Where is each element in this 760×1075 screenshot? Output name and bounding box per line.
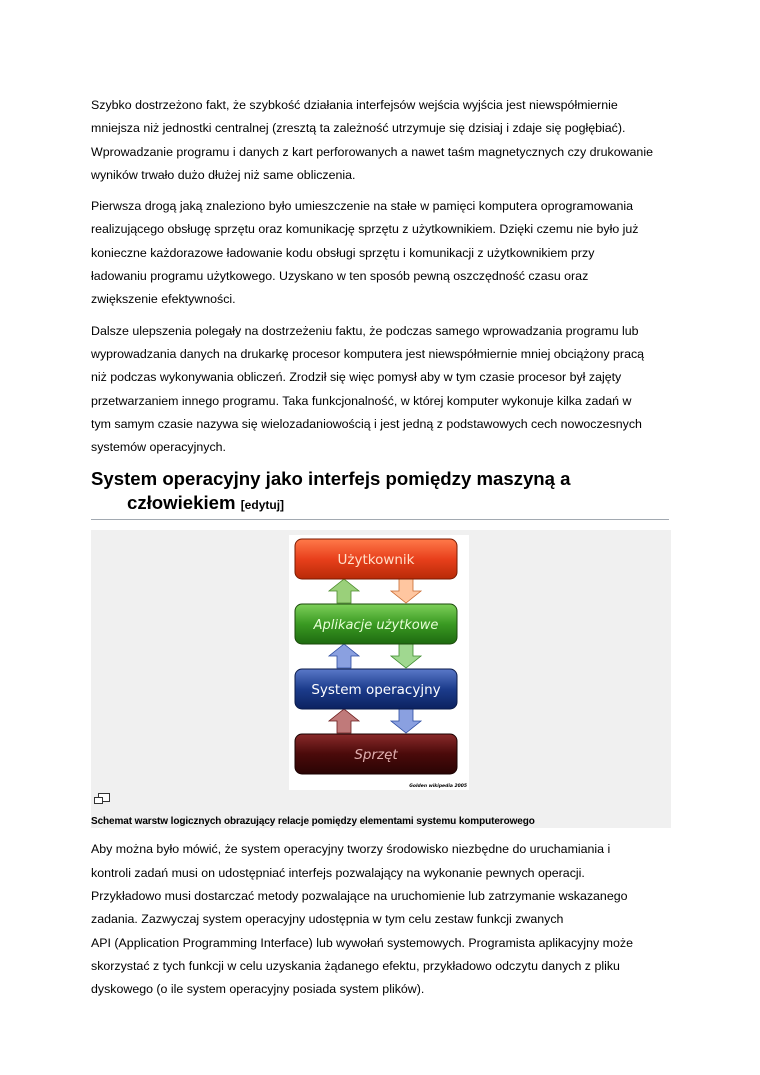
image-credit: Golden wikipedia 2005: [409, 784, 467, 790]
figure-caption: Schemat warstw logicznych obrazujący relacje pomiędzy elementami systemu komputerowego: [91, 816, 535, 828]
paragraph: Pierwsza drogą jaką znaleziono było umieszczenie na stałe w pamięci komputera oprogramowania realizującego obsługę sprzętu oraz komunikację sprzętu z użytkownikiem. Dzięki czemu nie było już konieczne każdorazowe ładowanie kodu obsługi sprzętu i komunikacji z użytkownikiem przy ładowaniu programu użytkowego. Uzyskano w ten sposób pewną oszczędność czasu oraz zwiększenie efektywności.: [91, 199, 639, 307]
paragraph: Dalsze ulepszenia polegały na dostrzeżeniu faktu, że podczas samego wprowadzania programu lub wyprowadzania danych na drukarkę procesor komputera jest niewspółmiernie mniej obciążony pracą niż podczas wykonywania obliczeń. Zrodził się więc pomysł aby w tym czasie procesor był zajęty przetwarzaniem innego programu. Taka funkcjonalność, w której komputer wykonuje kilka zadań w tym samym czasie nazywa się wielozadaniowością i jest jedną z podstawowych cech nowoczesnych systemów operacyjnych.: [91, 323, 645, 455]
paragraph: Szybko dostrzeżono fakt, że szybkość działania interfejsów wejścia wyjścia jest niewspółmiernie mniejsza niż jednostki centralnej (zresztą ta zależność utrzymuje się dzisiaj i zdaje się pogłębiać). Wprowadzanie programu i danych z kart perforowanych a nawet taśm magnetycznych czy drukowanie wyników trwało dużo dłużej niż same obliczenia.: [91, 98, 653, 182]
heading-divider: [91, 519, 669, 520]
section-heading: [91, 467, 671, 517]
os-layers-diagram[interactable]: [289, 535, 469, 790]
layer-hardware: [295, 734, 457, 774]
section-heading-text: System operacyjny jako interfejs pomiędzy maszyną a człowiekiem: [91, 468, 571, 514]
layer-label: System operacyjny: [311, 682, 441, 699]
layer-label: Sprzęt: [354, 747, 398, 764]
enlarge-icon[interactable]: [93, 792, 111, 806]
layer-operating-system: [295, 669, 457, 709]
paragraph: Aby można było mówić, że system operacyjny tworzy środowisko niezbędne do uruchamiania i kontroli zadań musi on udostępniać interfejs pozwalający na wykonanie pewnych operacji. Przykładowo musi dostarczać metody pozwalające na uruchomienie lub zatrzymanie wskazanego zadania. Zazwyczaj system operacyjny udostępnia w tym celu zestaw funkcji zwanych API (Application Programming Interface) lub wywołań systemowych. Programista aplikacyjny może skorzystać z tych funkcji w celu uzyskania żądanego efektu, przykładowo odczytu danych z pliku dyskowego (o ile system operacyjny posiada system plików).: [91, 842, 633, 997]
layer-label: Użytkownik: [337, 552, 415, 569]
figure: [91, 530, 671, 828]
layer-applications: [295, 604, 457, 644]
article-body: [91, 94, 671, 1010]
edit-link[interactable]: [edytuj]: [240, 498, 285, 513]
layer-user: [295, 539, 457, 579]
layer-label: Aplikacje użytkowe: [313, 618, 439, 634]
